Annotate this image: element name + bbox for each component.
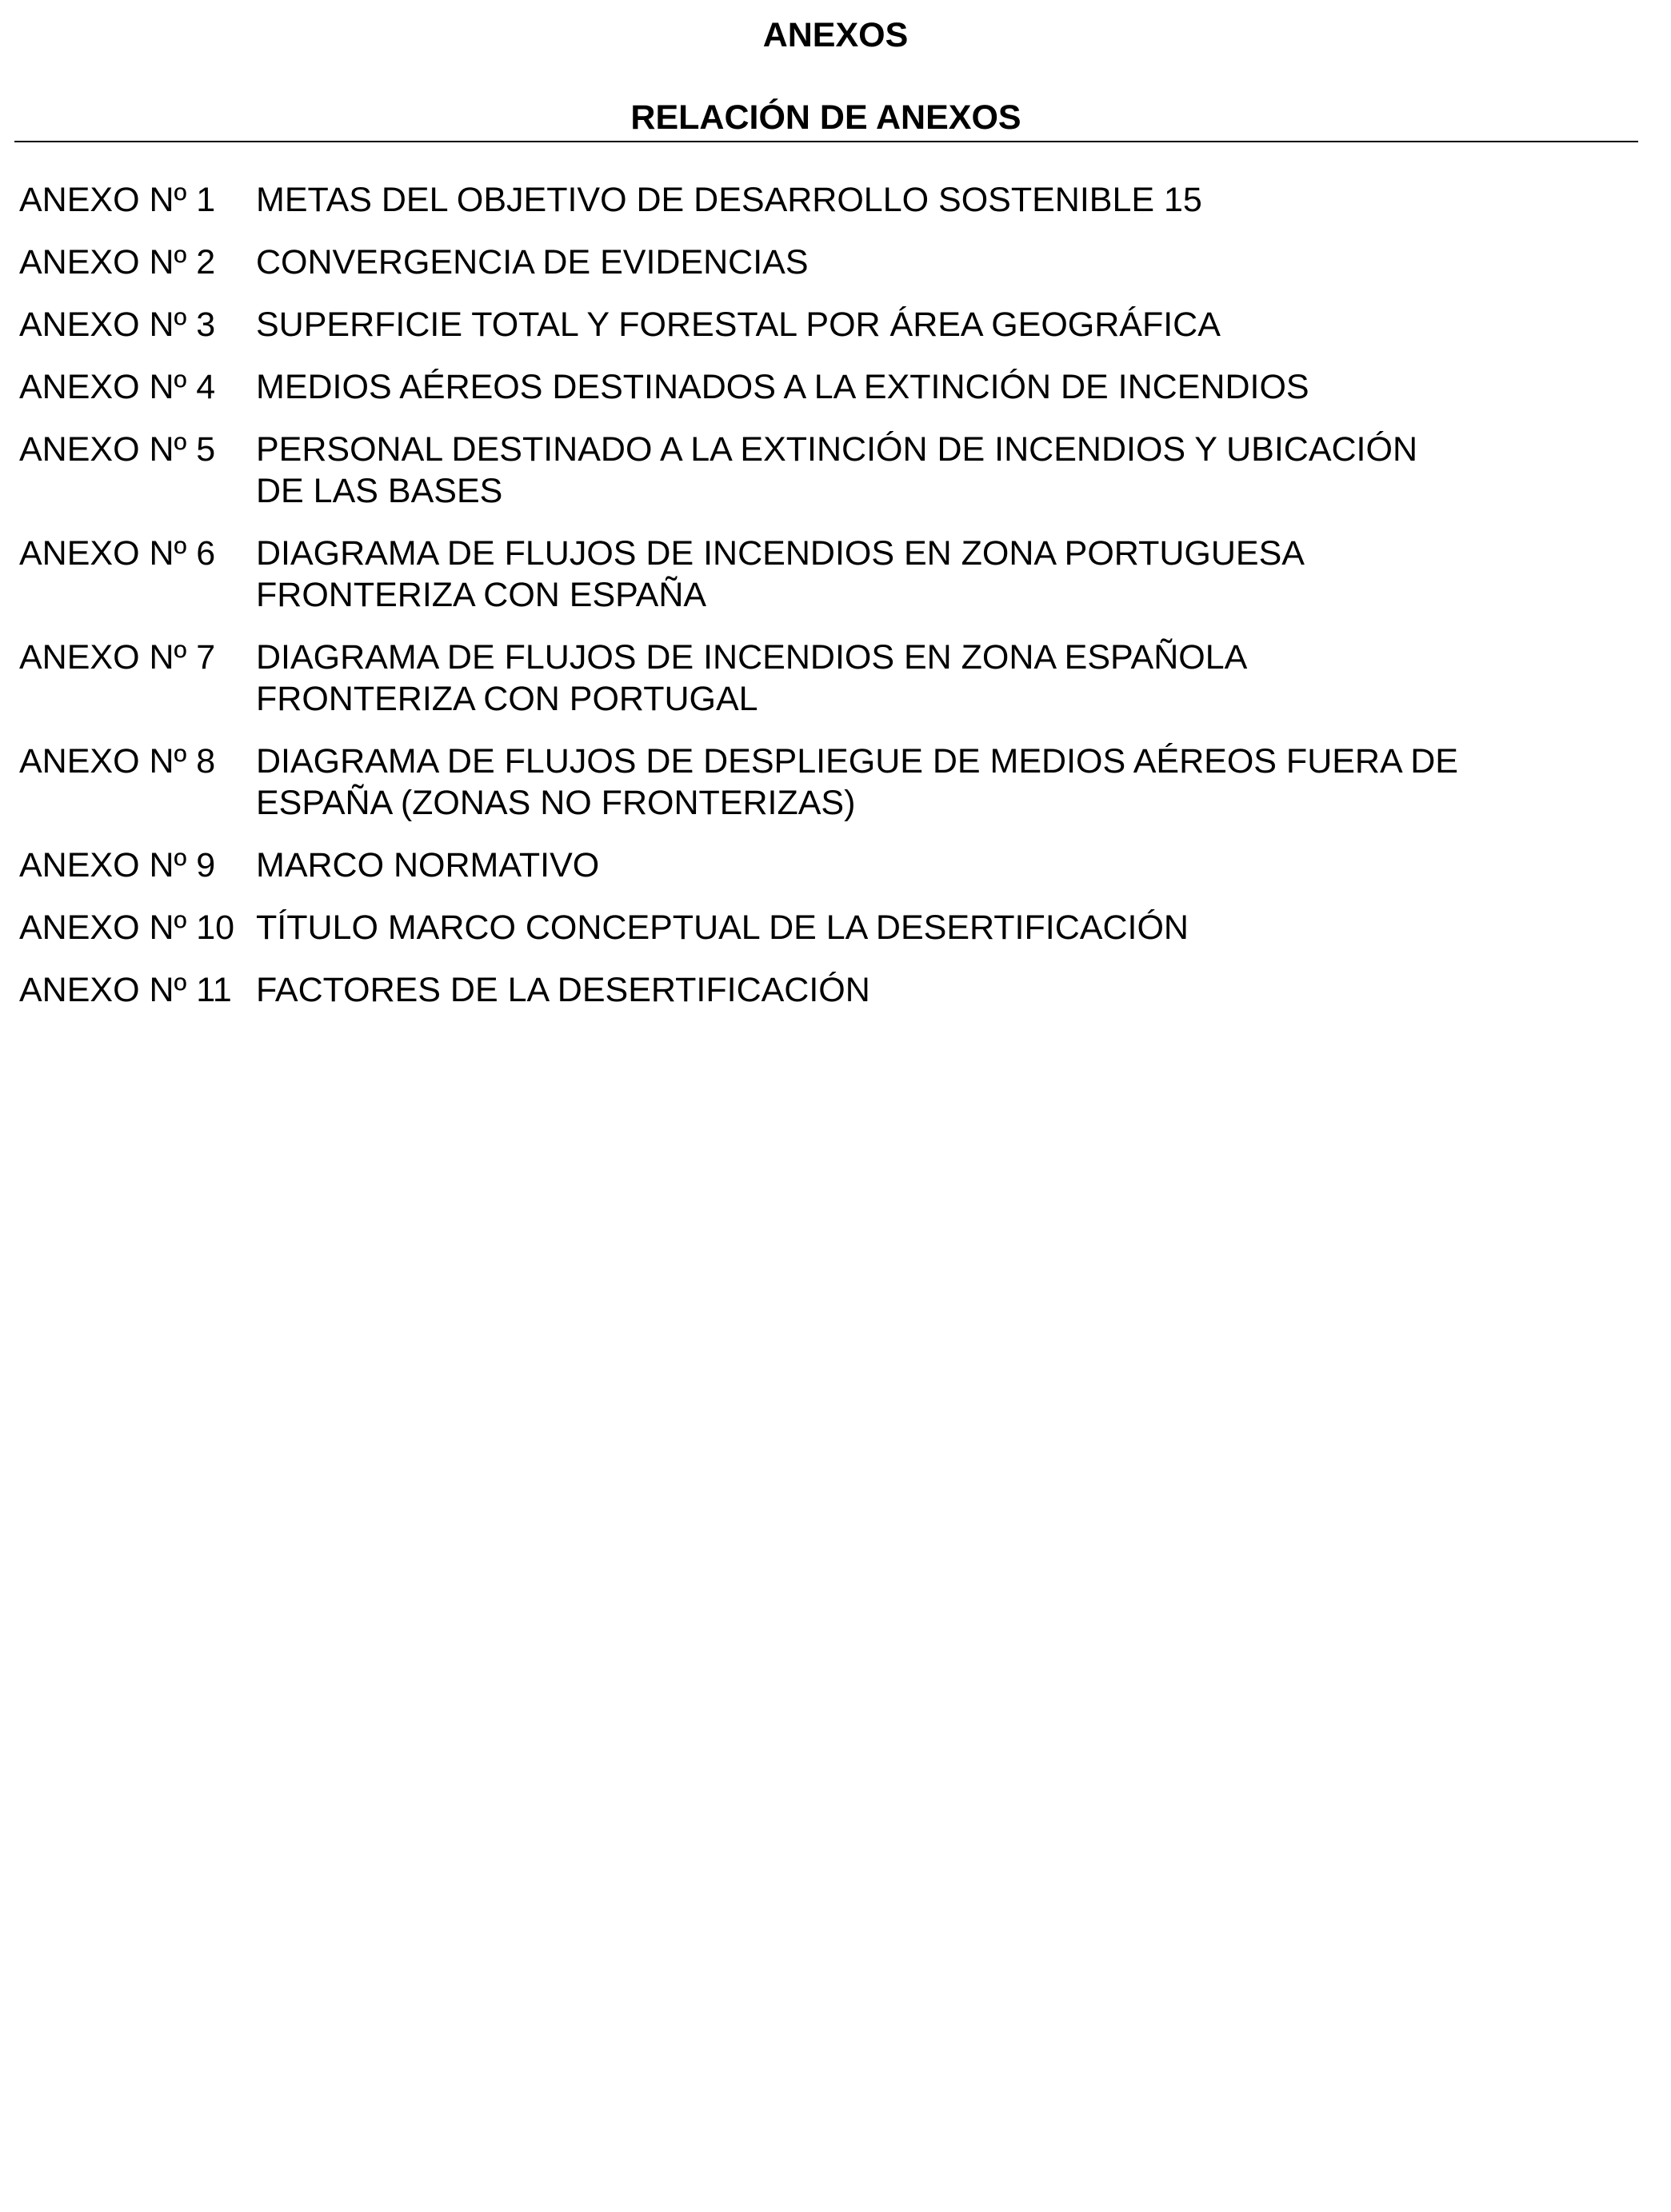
annex-number: ANEXO Nº 7 bbox=[19, 638, 216, 677]
annex-row bbox=[19, 637, 1603, 720]
annex-row bbox=[19, 533, 1603, 616]
annex-number: ANEXO Nº 8 bbox=[19, 742, 216, 781]
annex-number: ANEXO Nº 6 bbox=[19, 534, 216, 573]
annex-title: MEDIOS AÉREOS DESTINADOS A LA EXTINCIÓN DE INCENDIOS bbox=[256, 368, 1309, 406]
page-heading: ANEXOS bbox=[762, 16, 909, 54]
heading-rule bbox=[14, 141, 1638, 142]
annex-title: DIAGRAMA DE FLUJOS DE INCENDIOS EN ZONA ESPAÑOLA FRONTERIZA CON PORTUGAL bbox=[256, 638, 1248, 718]
annex-number: ANEXO Nº 11 bbox=[19, 971, 232, 1009]
annex-number: ANEXO Nº 3 bbox=[19, 305, 216, 344]
annex-list-heading: RELACIÓN DE ANEXOS bbox=[630, 98, 1021, 137]
annex-row bbox=[19, 242, 1603, 283]
annex-title: SUPERFICIE TOTAL Y FORESTAL POR ÁREA GEOGRÁFICA bbox=[256, 305, 1221, 344]
annex-row bbox=[19, 429, 1603, 512]
annex-list bbox=[19, 179, 1603, 1032]
annex-number: ANEXO Nº 9 bbox=[19, 846, 216, 884]
annex-row bbox=[19, 366, 1603, 408]
annex-number: ANEXO Nº 2 bbox=[19, 243, 216, 281]
annex-title: FACTORES DE LA DESERTIFICACIÓN bbox=[256, 971, 870, 1009]
annex-title: METAS DEL OBJETIVO DE DESARROLLO SOSTENIBLE 15 bbox=[256, 181, 1202, 219]
annex-number: ANEXO Nº 5 bbox=[19, 430, 216, 469]
annex-row bbox=[19, 907, 1603, 948]
annex-title: PERSONAL DESTINADO A LA EXTINCIÓN DE INCENDIOS Y UBICACIÓN DE LAS BASES bbox=[256, 430, 1418, 510]
annex-title: TÍTULO MARCO CONCEPTUAL DE LA DESERTIFICACIÓN bbox=[256, 908, 1189, 947]
annex-row bbox=[19, 844, 1603, 886]
annex-number: ANEXO Nº 1 bbox=[19, 181, 216, 219]
annex-title: DIAGRAMA DE FLUJOS DE INCENDIOS EN ZONA PORTUGUESA FRONTERIZA CON ESPAÑA bbox=[256, 534, 1305, 614]
annex-row bbox=[19, 179, 1603, 221]
annex-row bbox=[19, 304, 1603, 345]
annex-row bbox=[19, 969, 1603, 1011]
annex-title: CONVERGENCIA DE EVIDENCIAS bbox=[256, 243, 809, 281]
annex-title: MARCO NORMATIVO bbox=[256, 846, 600, 884]
annex-row bbox=[19, 741, 1603, 824]
annex-number: ANEXO Nº 4 bbox=[19, 368, 216, 406]
annex-title: DIAGRAMA DE FLUJOS DE DESPLIEGUE DE MEDIOS AÉREOS FUERA DE ESPAÑA (ZONAS NO FRONTERIZAS) bbox=[256, 742, 1458, 822]
annex-number: ANEXO Nº 10 bbox=[19, 908, 235, 947]
